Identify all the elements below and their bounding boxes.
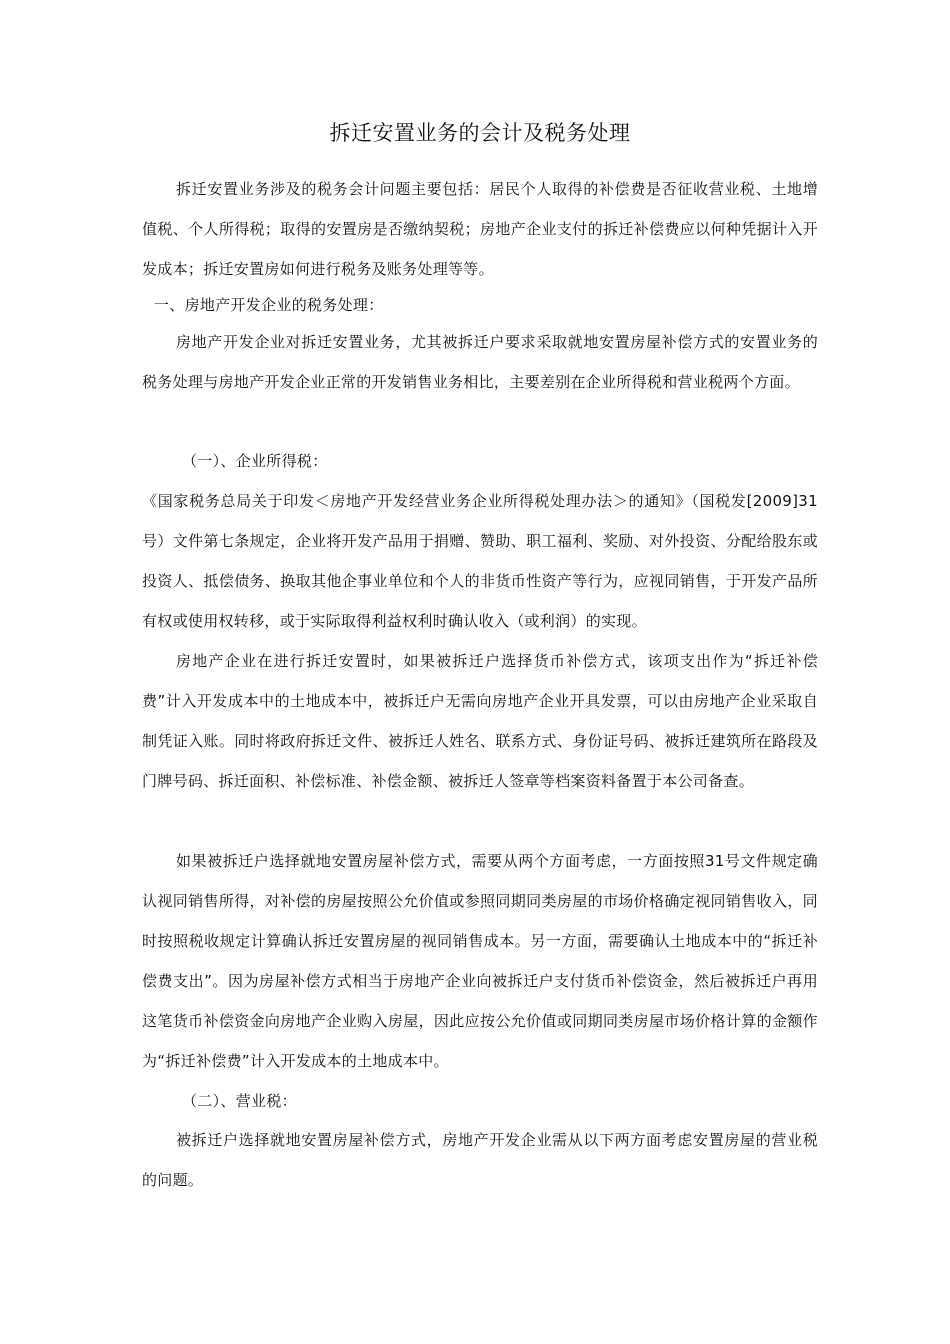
subsection-heading-business-tax: （二）、营业税：	[182, 1092, 297, 1110]
section-heading-1: 一、房地产开发企业的税务处理：	[154, 296, 384, 314]
paragraph-regulation: 《国家税务总局关于印发＜房地产开发经营业务企业所得税处理办法＞的通知》（国税发[2009]31号）文件第七条规定，企业将开发产品用于捐赠、赞助、职工福利、奖励、对外投资、分配给股东或投资人、抵偿债务、换取其他企事业单位和个人的非货币性资产等行为，应视同销售，于开发产品所有权或使用权转移，或于实际取得利益权利时确认收入（或利润）的实现。	[142, 492, 818, 630]
subsection-heading-income-tax: （一）、企业所得税：	[182, 452, 328, 470]
paragraph-monetary-compensation: 房地产企业在进行拆迁安置时，如果被拆迁户选择货币补偿方式，该项支出作为“拆迁补偿费”计入开发成本中的土地成本中，被拆迁户无需向房地产企业开具发票，可以由房地产企业采取自制凭证入账。同时将政府拆迁文件、被拆迁人姓名、联系方式、身份证号码、被拆迁建筑所在路段及门牌号码、拆迁面积、补偿标准、补偿金额、被拆迁人签章等档案资料备置于本公司备查。	[142, 652, 818, 790]
paragraph-housing-compensation: 如果被拆迁户选择就地安置房屋补偿方式，需要从两个方面考虑，一方面按照31号文件规定确认视同销售所得，对补偿的房屋按照公允价值或参照同期同类房屋的市场价格确定视同销售收入，同时按照税收规定计算确认拆迁安置房屋的视同销售成本。另一方面，需要确认土地成本中的“拆迁补偿费支出”。因为房屋补偿方式相当于房地产企业向被拆迁户支付货币补偿资金，然后被拆迁户再用这笔货币补偿资金向房地产企业购入房屋，因此应按公允价值或同期同类房屋市场价格计算的金额作为“拆迁补偿费”计入开发成本的土地成本中。	[142, 852, 818, 1070]
paragraph-intro: 拆迁安置业务涉及的税务会计问题主要包括：居民个人取得的补偿费是否征收营业税、土地增值税、个人所得税；取得的安置房是否缴纳契税；房地产企业支付的拆迁补偿费应以何种凭据计入开发成本；拆迁安置房如何进行税务及账务处理等等。	[142, 180, 818, 278]
paragraph-section-1: 房地产开发企业对拆迁安置业务，尤其被拆迁户要求采取就地安置房屋补偿方式的安置业务的税务处理与房地产开发企业正常的开发销售业务相比，主要差别在企业所得税和营业税两个方面。	[142, 333, 818, 391]
paragraph-business-tax: 被拆迁户选择就地安置房屋补偿方式，房地产开发企业需从以下两方面考虑安置房屋的营业税的问题。	[142, 1131, 818, 1189]
document-title: 拆迁安置业务的会计及税务处理	[329, 121, 631, 145]
